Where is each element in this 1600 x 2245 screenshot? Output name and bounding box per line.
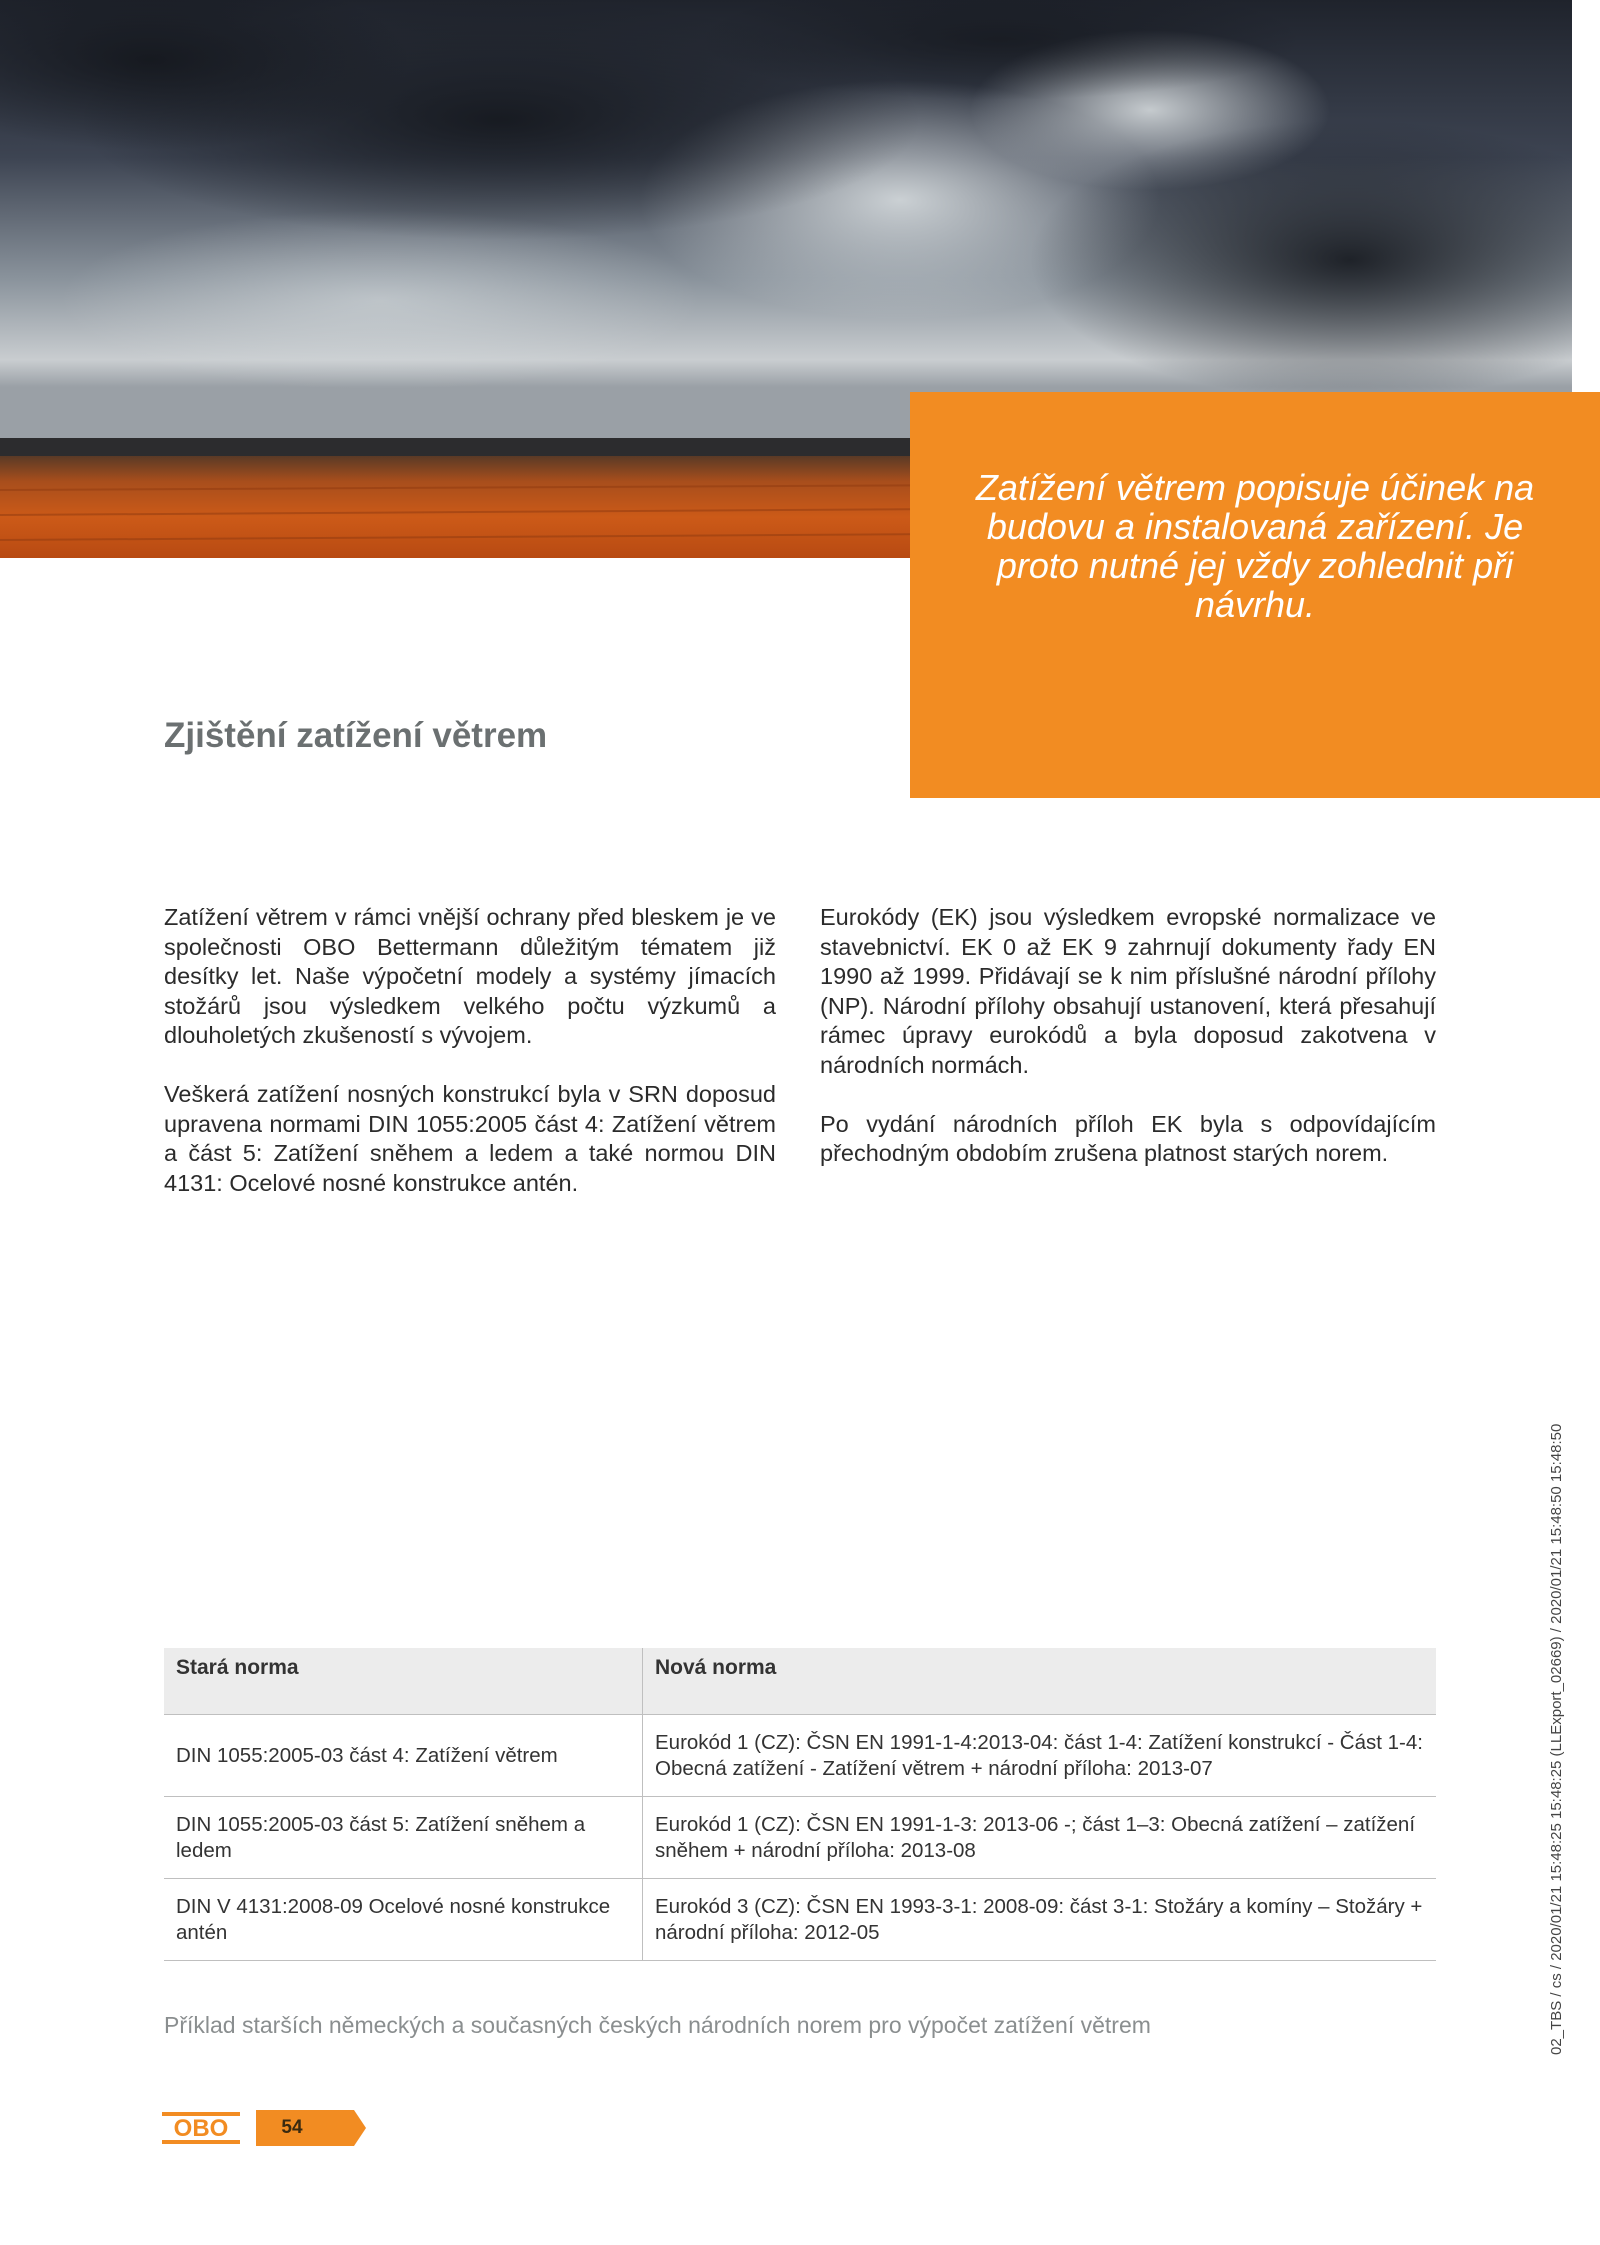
body-column-right bbox=[820, 903, 1436, 1198]
table-cell: DIN 1055:2005-03 část 4: Zatížení větrem bbox=[164, 1715, 643, 1797]
paragraph: Veškerá zatížení nosných konstrukcí byla v SRN doposud upravena normami DIN 1055:2005 část 4: Zatížení větrem a část 5: Zatížení sněhem a ledem a také normou DIN 4131: Ocelové nosné konstrukce antén. bbox=[164, 1080, 776, 1196]
table-cell: Eurokód 1 (CZ): ČSN EN 1991-1-4:2013-04: část 1-4: Zatížení konstrukcí - Část 1-4: Obecná zatížení - Zatížení větrem + národní příloha: 2013-07 bbox=[643, 1715, 1437, 1797]
table-cell: Eurokód 3 (CZ): ČSN EN 1993-3-1: 2008-09: část 3-1: Stožáry a komíny – Stožáry + národní příloha: 2012-05 bbox=[643, 1879, 1437, 1961]
page-number-tab bbox=[256, 2110, 366, 2146]
table-cell: DIN V 4131:2008-09 Ocelové nosné konstrukce antén bbox=[164, 1879, 643, 1961]
paragraph: Eurokódy (EK) jsou výsledkem evropské normalizace ve stavebnictví. EK 0 až EK 9 zahrnují dokumenty řady EN 1990 až 1999. Přidávají se k nim příslušné národní přílohy (NP). Národní přílohy obsahují ustanovení, která přesahují rámec úpravy eurokódů a byla doposud zakotvena v národních normách. bbox=[820, 904, 1436, 1078]
norms-table bbox=[164, 1648, 1436, 1961]
paragraph: Zatížení větrem v rámci vnější ochrany před bleskem je ve společnosti OBO Bettermann důležitým tématem již desítky let. Naše výpočetní modely a systémy jímacích stožárů jsou výsledkem velkého počtu výzkumů a dlouholetých zkušeností s vývojem. bbox=[164, 904, 776, 1049]
column-header-new: Nová norma bbox=[643, 1648, 1437, 1715]
table-row bbox=[164, 1879, 1436, 1961]
pull-quote-box bbox=[910, 392, 1600, 798]
column-header-old: Stará norma bbox=[164, 1648, 643, 1715]
body-column-left bbox=[164, 903, 776, 1227]
obo-logo bbox=[160, 2110, 242, 2151]
section-heading: Zjištění zatížení větrem bbox=[164, 716, 548, 755]
table-cell: DIN 1055:2005-03 část 5: Zatížení sněhem a ledem bbox=[164, 1797, 643, 1879]
table-row bbox=[164, 1797, 1436, 1879]
page-number: 54 bbox=[281, 2117, 303, 2138]
paragraph: Po vydání národních příloh EK byla s odpovídajícím přechodným obdobím zrušena platnost starých norem. bbox=[820, 1110, 1436, 1167]
pull-quote: Zatížení větrem popisuje účinek na budovu a instalovaná zařízení. Je proto nutné jej vždy zohlednit při návrhu. bbox=[975, 467, 1535, 625]
table-cell: Eurokód 1 (CZ): ČSN EN 1991-1-3: 2013-06 -; část 1–3: Obecná zatížení – zatížení sněhem + národní příloha: 2013-08 bbox=[643, 1797, 1437, 1879]
table-caption: Příklad starších německých a současných českých národních norem pro výpočet zatížení větrem bbox=[164, 2012, 1151, 2038]
table-header-row bbox=[164, 1648, 1436, 1715]
print-metadata: 02_TBS / cs / 2020/01/21 15:48:25 15:48:25 (LLExport_02669) / 2020/01/21 15:48:50 15:48:50 bbox=[1548, 1423, 1565, 2055]
obo-logo-icon bbox=[160, 2110, 242, 2146]
svg-text:OBO: OBO bbox=[173, 2115, 229, 2142]
table-row bbox=[164, 1715, 1436, 1797]
